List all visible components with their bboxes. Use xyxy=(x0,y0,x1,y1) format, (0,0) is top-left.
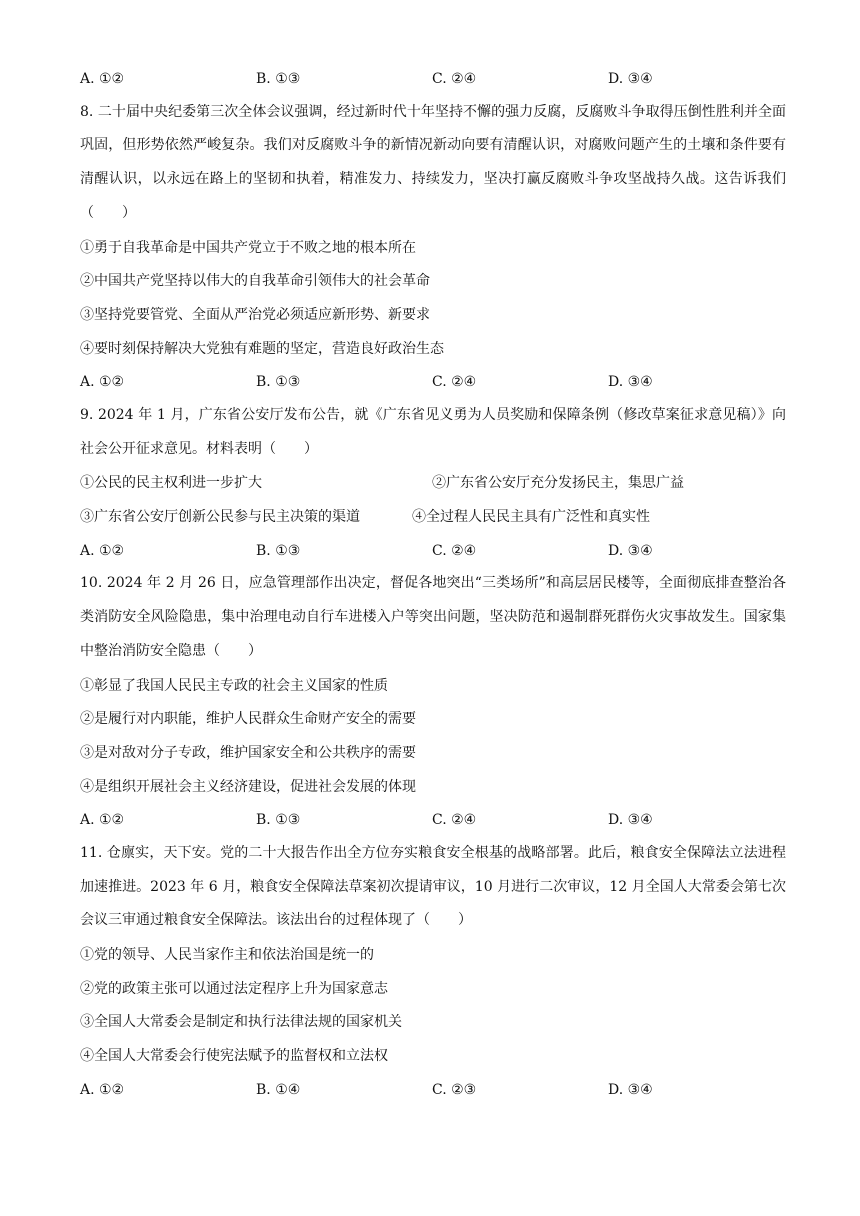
q8-statement-2: ②中国共产党坚持以伟大的自我革命引领伟大的社会革命 xyxy=(80,273,430,290)
q10-statement-1: ①彰显了我国人民民主专政的社会主义国家的性质 xyxy=(80,677,388,694)
option-b: B. ①③ xyxy=(256,542,301,559)
q11-options xyxy=(80,1079,786,1113)
option-c: C. ②④ xyxy=(432,812,477,829)
question-11-stem: 11. 仓廪实，天下安。党的二十大报告作出全方位夯实粮食安全根基的战略部署。此后，粮食安全保障法立法进程加速推进。2023 年 6 月，粮食安全保障法草案初次提请审议，10 月进行二次审议，12 月全国人大常委会第七次会议三审通过粮食安全保障法。该法出台的过程体现了（ ） xyxy=(80,844,786,929)
option-d: D. ③④ xyxy=(608,374,653,391)
q8-statement-3: ③坚持党要管党、全面从严治党必须适应新形势、新要求 xyxy=(80,306,430,323)
question-8 xyxy=(80,96,786,231)
option-d: D. ③④ xyxy=(608,542,653,559)
q9-statement-1: ①公民的民主权利进一步扩大 xyxy=(80,475,262,492)
question-11 xyxy=(80,837,786,938)
option-a: A. ①② xyxy=(80,1081,125,1098)
option-c: C. ②④ xyxy=(432,542,477,559)
q8-statement-1: ①勇于自我革命是中国共产党立于不败之地的根本所在 xyxy=(80,239,416,256)
q9-statement-3: ③广东省公安厅创新公民参与民主决策的渠道 xyxy=(80,509,360,526)
q9-statement-4: ④全过程人民民主具有广泛性和真实性 xyxy=(412,509,650,526)
option-b: B. ①④ xyxy=(256,1081,301,1098)
option-c: C. ②③ xyxy=(432,1081,477,1098)
q9-statement-2: ②广东省公安厅充分发扬民主，集思广益 xyxy=(432,475,684,492)
q10-statement-2: ②是履行对内职能，维护人民群众生命财产安全的需要 xyxy=(80,711,416,728)
question-10-stem: 10. 2024 年 2 月 26 日，应急管理部作出决定，督促各地突出“三类场所”和高层居民楼等，全面彻底排查整治各类消防安全风险隐患，集中治理电动自行车进楼入户等突出问题，坚决防范和遏制群死群伤火灾事故发生。国家集中整治消防安全隐患（ ） xyxy=(80,575,786,659)
question-10 xyxy=(80,567,786,668)
q11-statement-4: ④全国人大常委会行使宪法赋予的监督权和立法权 xyxy=(80,1048,388,1065)
exam-page xyxy=(80,68,786,1113)
q11-statement-3: ③全国人大常委会是制定和执行法律法规的国家机关 xyxy=(80,1014,402,1031)
question-8-stem: 8. 二十届中央纪委第三次全体会议强调，经过新时代十年坚持不懈的强力反腐，反腐败斗争取得压倒性胜利并全面巩固，但形势依然严峻复杂。我们对反腐败斗争的新情况新动向要有清醒认识，对腐败问题产生的土壤和条件要有清醒认识，以永远在路上的坚韧和执着，精准发力、持续发力，坚决打赢反腐败斗争攻坚战持久战。这告诉我们（ ） xyxy=(80,103,786,221)
option-a: A. ①② xyxy=(80,374,125,391)
option-b: B. ①③ xyxy=(256,71,301,87)
option-b: B. ①③ xyxy=(256,812,301,829)
q8-statement-4: ④要时刻保持解决大党独有难题的坚定，营造良好政治生态 xyxy=(80,340,444,357)
question-9-stem: 9. 2024 年 1 月，广东省公安厅发布公告，就《广东省见义勇为人员奖励和保障条例（修改草案征求意见稿）》向社会公开征求意见。材料表明（ ） xyxy=(80,406,786,457)
question-9 xyxy=(80,399,786,466)
q11-statement-1: ①党的领导、人民当家作主和依法治国是统一的 xyxy=(80,947,374,964)
q9-statements-row-1 xyxy=(80,472,786,506)
option-c: C. ②④ xyxy=(432,374,477,391)
option-d: D. ③④ xyxy=(608,71,653,87)
option-d: D. ③④ xyxy=(608,812,653,829)
q10-statement-4: ④是组织开展社会主义经济建设，促进社会发展的体现 xyxy=(80,778,416,795)
option-a: A. ①② xyxy=(80,542,125,559)
q10-statement-3: ③是对敌对分子专政，维护国家安全和公共秩序的需要 xyxy=(80,744,416,761)
option-a: A. ①② xyxy=(80,71,125,87)
option-c: C. ②④ xyxy=(432,71,477,87)
q11-statement-2: ②党的政策主张可以通过法定程序上升为国家意志 xyxy=(80,980,388,997)
option-b: B. ①③ xyxy=(256,374,301,391)
option-a: A. ①② xyxy=(80,812,125,829)
q9-statements-row-2 xyxy=(80,506,786,540)
option-d: D. ③④ xyxy=(608,1081,653,1098)
